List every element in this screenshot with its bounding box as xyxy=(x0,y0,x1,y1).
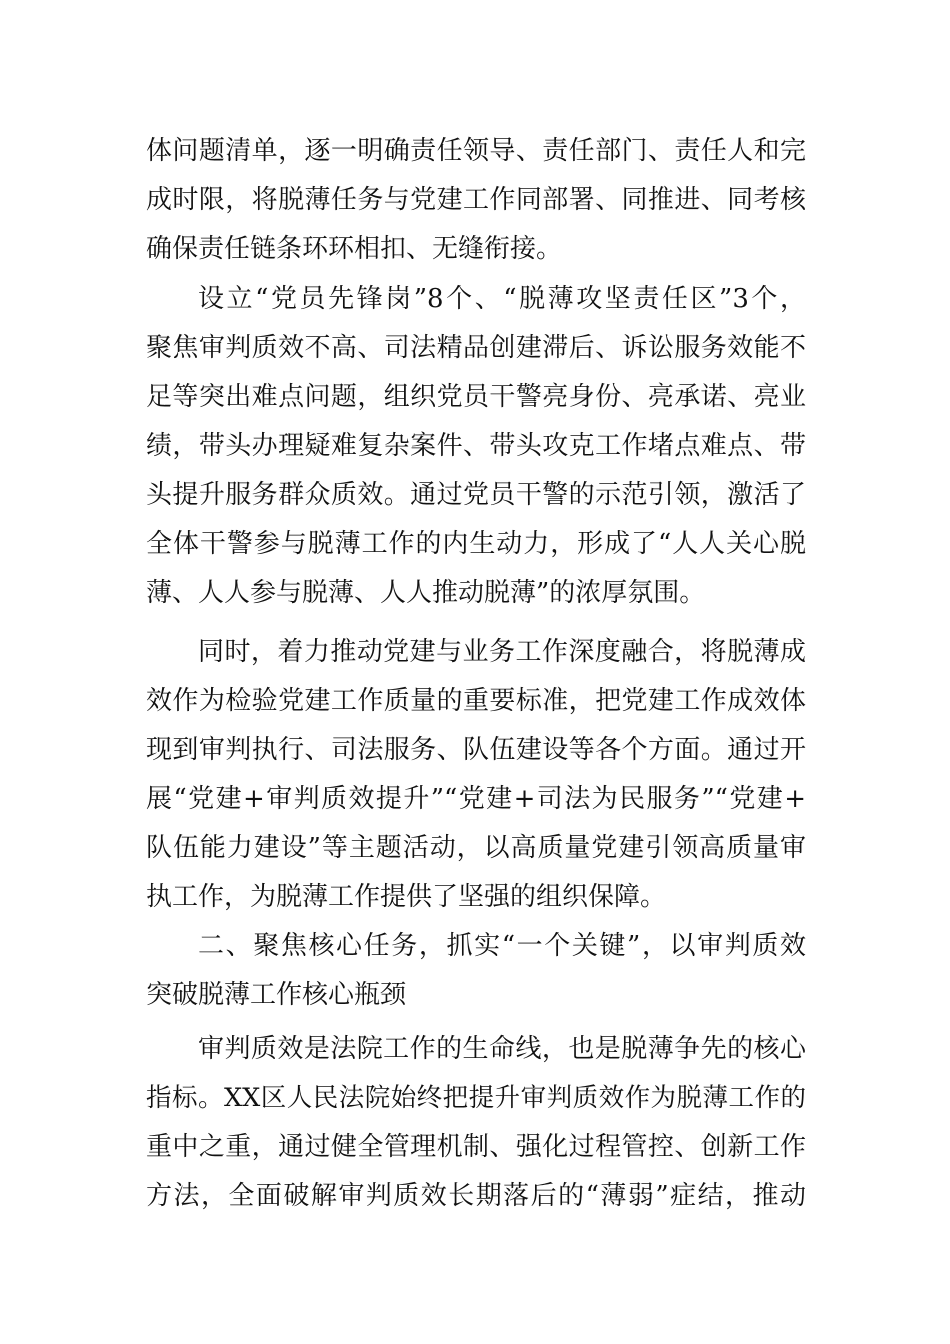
text-line: 方法，全面破解审判质效长期落后的“薄弱”症结，推动 xyxy=(146,1181,806,1211)
paragraph-start-line: 同时，着力推动党建与业务工作深度融合，将脱薄成 xyxy=(198,637,806,667)
text-line: 现到审判执行、司法服务、队伍建设等各个方面。通过开 xyxy=(146,735,806,765)
text-line: 执工作，为脱薄工作提供了坚强的组织保障。 xyxy=(146,882,667,912)
section-heading-line: 二、聚焦核心任务，抓实“一个关键”，以审判质效 xyxy=(198,931,806,961)
text-line: 体问题清单，逐一明确责任领导、责任部门、责任人和完 xyxy=(146,136,806,166)
text-line: 队伍能力建设”等主题活动，以高质量党建引领高质量审 xyxy=(146,833,806,863)
section-heading-line: 突破脱薄工作核心瓶颈 xyxy=(146,980,407,1010)
text-line: 确保责任链条环环相扣、无缝衔接。 xyxy=(146,234,563,264)
text-line: 全体干警参与脱薄工作的内生动力，形成了“人人关心脱 xyxy=(146,529,806,559)
text-line: 效作为检验党建工作质量的重要标准，把党建工作成效体 xyxy=(146,686,806,716)
text-line: 聚焦审判质效不高、司法精品创建滞后、诉讼服务效能不 xyxy=(146,333,806,363)
text-line: 展“党建+审判质效提升”“党建+司法为民服务”“党建+ xyxy=(146,784,806,814)
paragraph-start-line: 审判质效是法院工作的生命线，也是脱薄争先的核心 xyxy=(198,1034,806,1064)
text-line: 重中之重，通过健全管理机制、强化过程管控、创新工作 xyxy=(146,1132,806,1162)
text-line: 薄、人人参与脱薄、人人推动脱薄”的浓厚氛围。 xyxy=(146,578,706,608)
text-line: 绩，带头办理疑难复杂案件、带头攻克工作堵点难点、带 xyxy=(146,431,806,461)
paragraph-start-line: 设立“党员先锋岗”8个、“脱薄攻坚责任区”3个， xyxy=(198,284,806,314)
text-line: 成时限，将脱薄任务与党建工作同部署、同推进、同考核 xyxy=(146,185,806,215)
text-line: 头提升服务群众质效。通过党员干警的示范引领，激活了 xyxy=(146,480,806,510)
text-line: 指标。XX区人民法院始终把提升审判质效作为脱薄工作的 xyxy=(146,1083,806,1113)
text-line: 足等突出难点问题，组织党员干警亮身份、亮承诺、亮业 xyxy=(146,382,806,412)
